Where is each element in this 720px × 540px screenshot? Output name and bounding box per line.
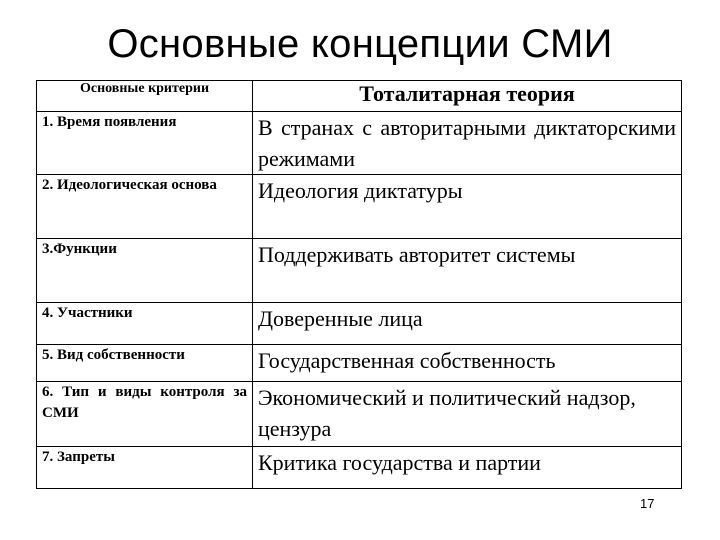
page-number: 17 [640, 496, 655, 511]
table-header-row [37, 81, 682, 112]
value-cell: Экономический и политический надзор, цензура [253, 382, 682, 447]
header-criteria: Основные критерии [37, 81, 253, 112]
value-cell: Критика государства и партии [253, 447, 682, 489]
header-theory: Тоталитарная теория [253, 81, 682, 112]
criterion-cell: 2. Идеологическая основа [37, 175, 253, 239]
value-cell: Доверенные лица [253, 303, 682, 345]
table-row [37, 447, 682, 489]
value-cell: Поддерживать авторитет системы [253, 239, 682, 303]
slide-title: Основные концепции СМИ [107, 22, 613, 66]
value-cell: Идеология диктатуры [253, 175, 682, 239]
criterion-cell: 1. Время появления [37, 112, 253, 175]
table-row [37, 303, 682, 345]
table-row [37, 112, 682, 175]
criterion-cell: 5. Вид собственности [37, 345, 253, 382]
criterion-cell: 4. Участники [37, 303, 253, 345]
value-cell: Государственная собственность [253, 345, 682, 382]
table-row [37, 239, 682, 303]
value-cell: В странах с авторитарными диктаторскими режимами [253, 112, 682, 175]
criteria-table [36, 80, 682, 489]
criterion-cell: 3.Функции [37, 239, 253, 303]
table-row [37, 175, 682, 239]
criterion-cell: 7. Запреты [37, 447, 253, 489]
table-row [37, 345, 682, 382]
criterion-cell: 6. Тип и виды контроля за СМИ [37, 382, 253, 447]
table-row [37, 382, 682, 447]
